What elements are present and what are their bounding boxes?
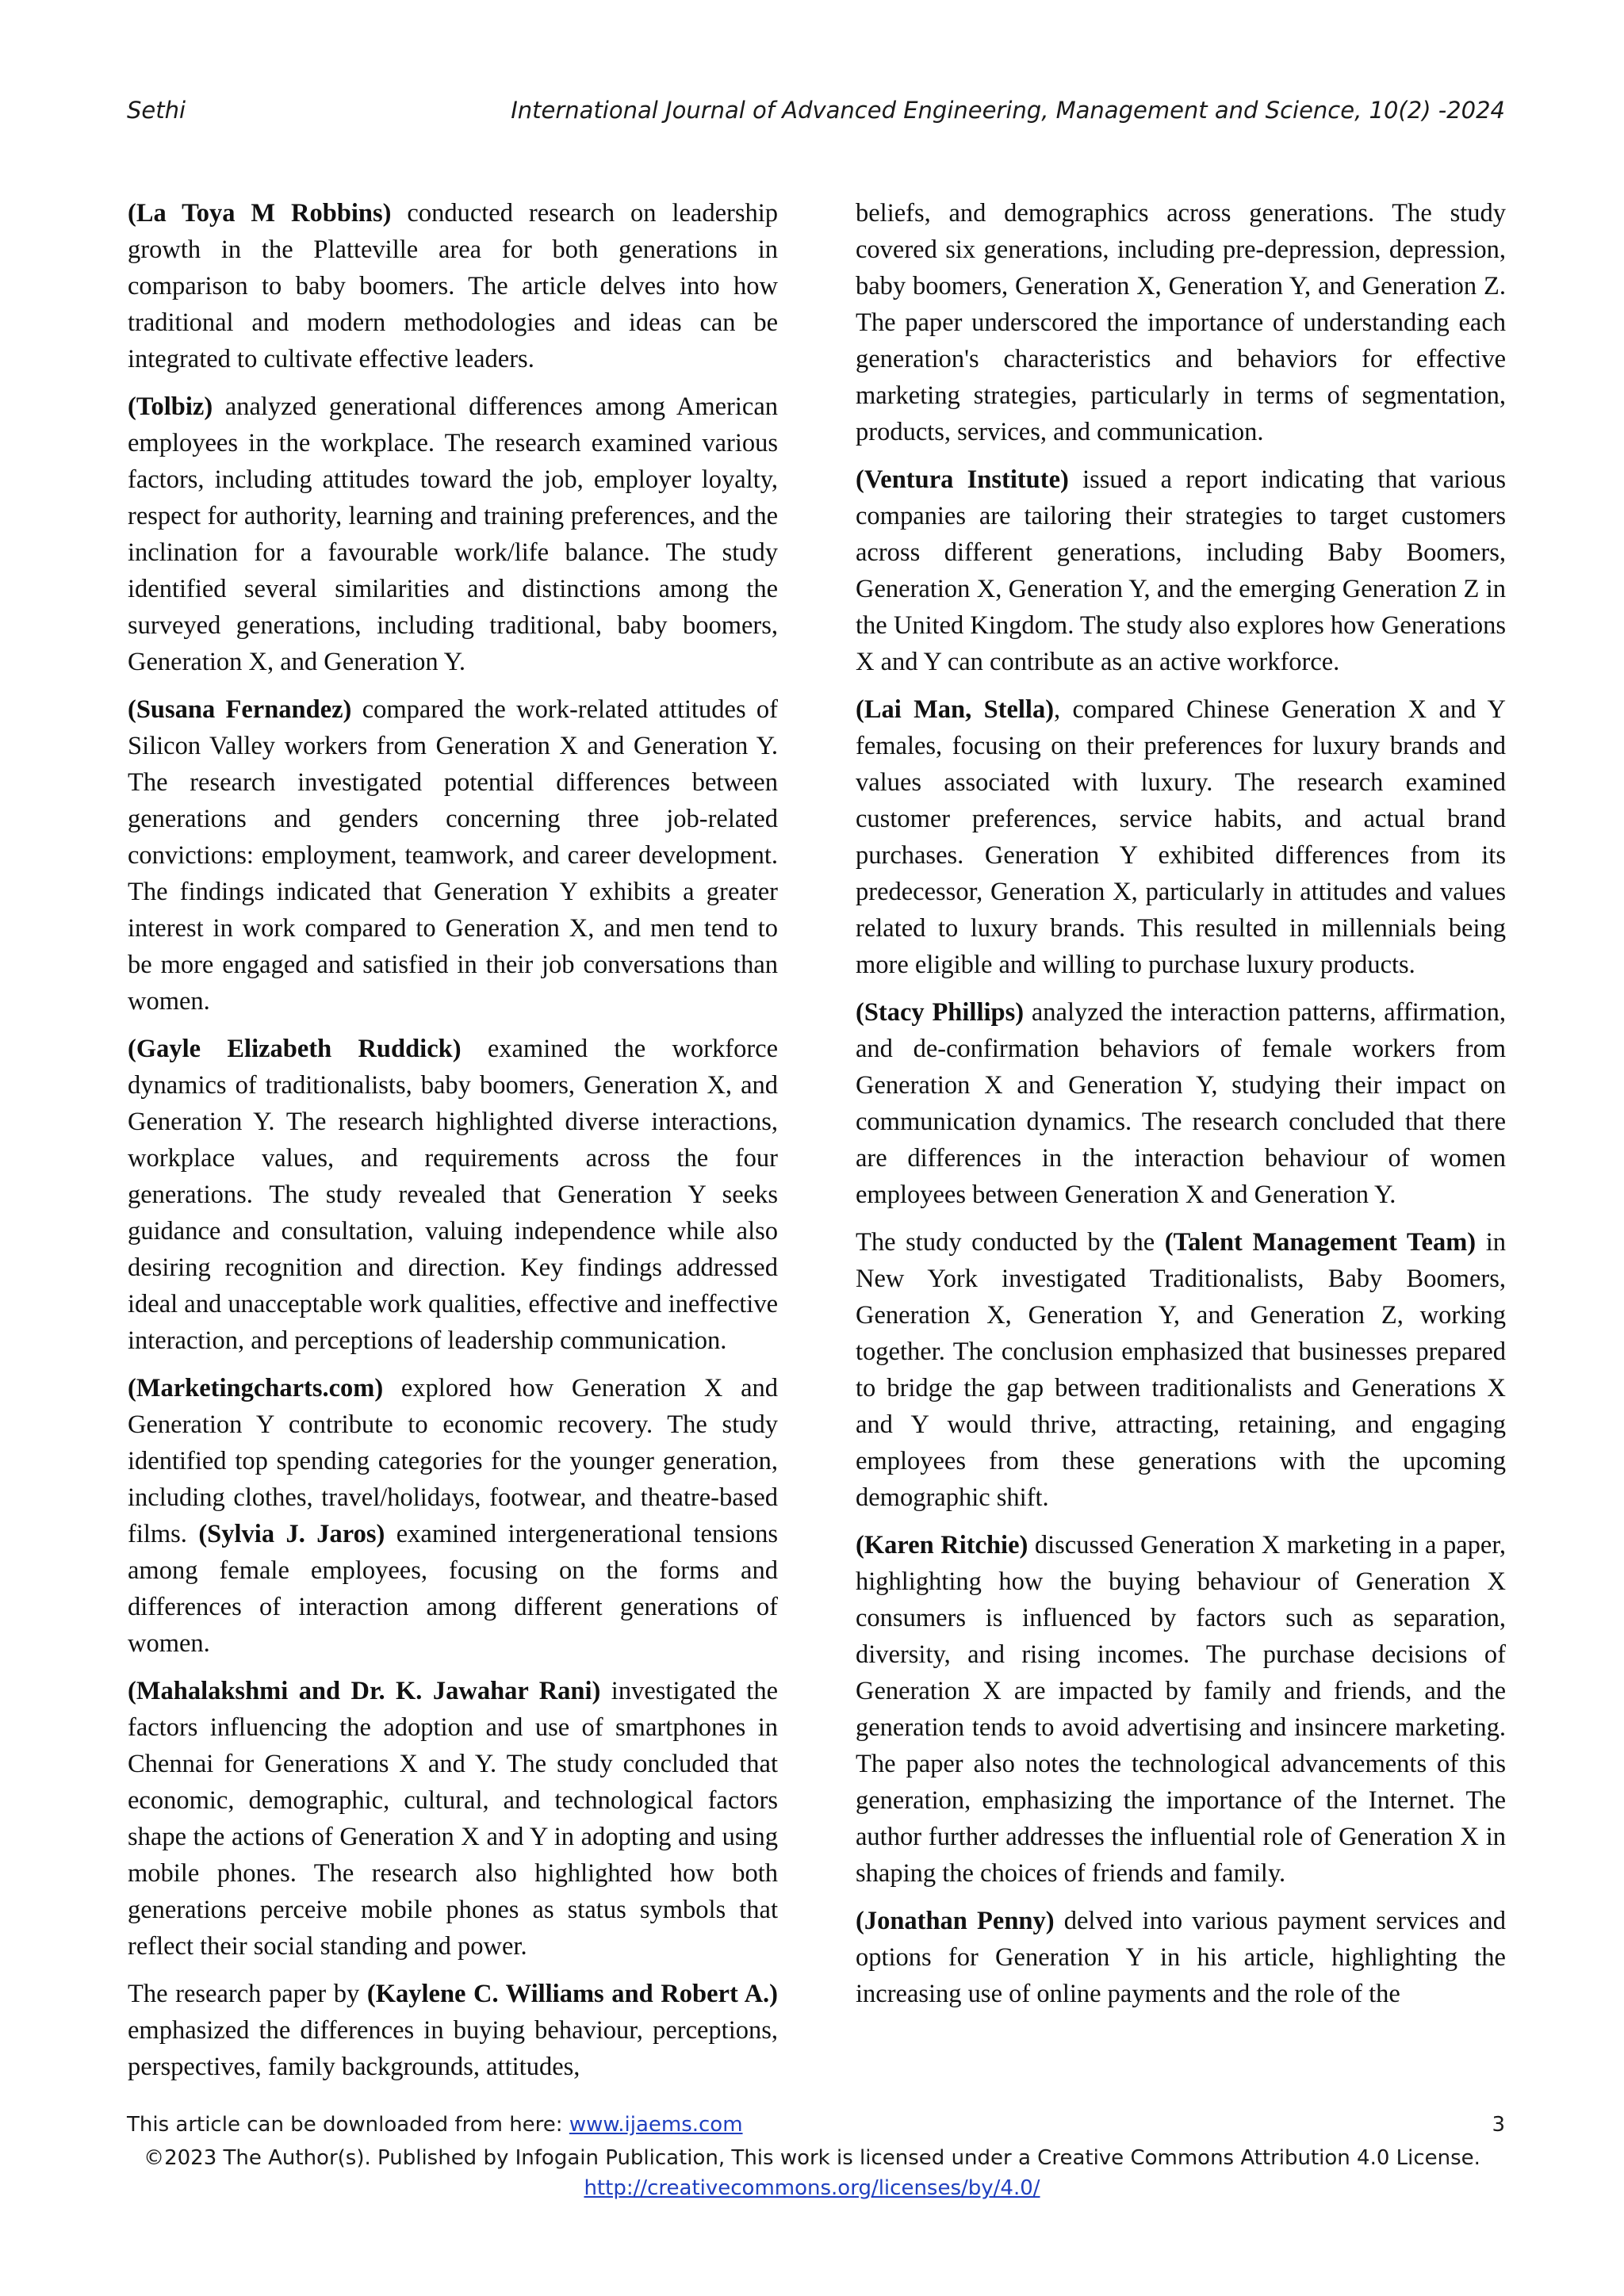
- citation-name: (Kaylene C. Williams and Robert A.): [366, 1980, 778, 2008]
- footer-download-line: [127, 2113, 1505, 2141]
- paragraph: (Stacy Phillips) analyzed the interaction patterns, affirmation, and de-confirmation behaviors of female workers from Generation X and Generation Y, studying their impact on communication dynamics. The research concluded that there are differences in the interaction behaviour of women employees between Generation X and Generation Y.: [856, 998, 1506, 1209]
- page-header: [127, 97, 1505, 132]
- citation-name: (Jonathan Penny): [856, 1907, 1055, 1935]
- paragraph: beliefs, and demographics across generations. The study covered six generations, including pre-depression, depression, baby boomers, Generation X, Generation Y, and Generation Z. The paper underscored the importance of understanding each generation's characteristics and behaviors for effective marketing strategies, particularly in terms of segmentation, products, services, and communication.: [856, 199, 1506, 446]
- paragraph: (Ventura Institute) issued a report indicating that various companies are tailoring their strategies to target customers across different generations, including Baby Boomers, Generation X, Generation Y, and the emerging Generation Z in the United Kingdom. The study also explores how Generations X and Y can contribute as an active workforce.: [856, 465, 1506, 676]
- paragraph: The research paper by (Kaylene C. Williams and Robert A.) emphasized the differences in buying behaviour, perceptions, perspectives, family backgrounds, attitudes,: [128, 1980, 778, 2081]
- license-notice: ©2023 The Author(s). Published by Infogain Publication, This work is licensed under a Creative Commons Attribution 4.0 License.: [144, 2146, 1480, 2170]
- citation-name: (Sylvia J. Jaros): [198, 1520, 385, 1548]
- header-author: Sethi: [127, 97, 186, 124]
- paragraph: (Jonathan Penny) delved into various payment services and options for Generation Y in his article, highlighting the increasing use of online payments and the role of the: [856, 1907, 1507, 2008]
- citation-name: (Lai Man, Stella): [856, 695, 1055, 724]
- citation-name: (La Toya M Robbins): [128, 199, 392, 228]
- citation-name: (Gayle Elizabeth Ruddick): [128, 1035, 462, 1063]
- page-number: 3: [1492, 2113, 1505, 2137]
- license-link[interactable]: http://creativecommons.org/licenses/by/4.0/: [584, 2176, 1040, 2200]
- paragraph: (Lai Man, Stella), compared Chinese Generation X and Y females, focusing on their preferences for luxury brands and values associated with luxury. The research examined customer preferences, service habits, and actual brand purchases. Generation Y exhibited differences from its predecessor, Generation X, particularly in attitudes and values related to luxury brands. This resulted in millennials being more eligible and willing to purchase luxury products.: [856, 695, 1507, 979]
- license-link-line: [0, 2176, 1624, 2200]
- citation-name: (Susana Fernandez): [128, 695, 352, 724]
- citation-name: (Ventura Institute): [856, 465, 1069, 494]
- citation-name: (Tolbiz): [128, 392, 213, 421]
- citation-name: (Marketingcharts.com): [128, 1374, 384, 1402]
- right-column: [856, 195, 1506, 2023]
- paragraph: (Susana Fernandez) compared the work-related attitudes of Silicon Valley workers from Generation X and Generation Y. The research investigated potential differences between generations and genders concerning three job-related convictions: employment, teamwork, and career development. The findings indicated that Generation Y exhibits a greater interest in work compared to Generation X, and men tend to be more engaged and satisfied in their job conversations than women.: [128, 695, 779, 1016]
- paragraph: (La Toya M Robbins) conducted research on leadership growth in the Platteville area for both generations in comparison to baby boomers. The article delves into how traditional and modern methodologies and ideas can be integrated to cultivate effective leaders.: [128, 199, 778, 373]
- download-text: This article can be downloaded from here:: [127, 2113, 569, 2137]
- citation-name: (Stacy Phillips): [856, 998, 1025, 1027]
- paragraph: (Marketingcharts.com) explored how Generation X and Generation Y contribute to economic recovery. The study identified top spending categories for the younger generation, including clothes, travel/holidays, footwear, and theatre-based films. (Sylvia J. Jaros) examined intergenerational tensions among female employees, focusing on the forms and differences of interaction among different generations of women.: [128, 1374, 779, 1658]
- paragraph: (Gayle Elizabeth Ruddick) examined the workforce dynamics of traditionalists, baby boomers, Generation X, and Generation Y. The research highlighted diverse interactions, workplace values, and requirements across the four generations. The study revealed that Generation Y seeks guidance and consultation, valuing independence while also desiring recognition and direction. Key findings addressed ideal and unacceptable work qualities, effective and ineffective interaction, and perceptions of leadership communication.: [128, 1035, 778, 1355]
- citation-name: (Karen Ritchie): [856, 1531, 1028, 1559]
- paragraph: (Karen Ritchie) discussed Generation X marketing in a paper, highlighting how the buying behaviour of Generation X consumers is influenced by factors such as separation, diversity, and rising incomes. The purchase decisions of Generation X are impacted by family and friends, and the generation tends to avoid advertising and insincere marketing. The paper also notes the technological advancements of this generation, emphasizing the importance of the Internet. The author further addresses the influential role of Generation X in shaping the choices of friends and family.: [856, 1531, 1507, 1888]
- header-journal-title: International Journal of Advanced Engineering, Management and Science, 10(2) -2024: [511, 97, 1505, 124]
- paragraph: (Tolbiz) analyzed generational differences among American employees in the workplace. The research examined various factors, including attitudes toward the job, employer loyalty, respect for authority, learning and training preferences, and the inclination for a favourable work/life balance. The study identified several similarities and distinctions among the surveyed generations, including traditional, baby boomers, Generation X, and Generation Y.: [128, 392, 778, 676]
- paragraph: (Mahalakshmi and Dr. K. Jawahar Rani) investigated the factors influencing the adoption and use of smartphones in Chennai for Generations X and Y. The study concluded that economic, demographic, cultural, and technological factors shape the actions of Generation X and Y in adopting and using mobile phones. The research also highlighted how both generations perceive mobile phones as status symbols that reflect their social standing and power.: [128, 1677, 778, 1961]
- journal-website-link[interactable]: www.ijaems.com: [569, 2113, 743, 2137]
- citation-name: (Mahalakshmi and Dr. K. Jawahar Rani): [128, 1677, 601, 1705]
- citation-name: (Talent Management Team): [1164, 1228, 1477, 1257]
- paragraph: The study conducted by the (Talent Management Team) in New York investigated Traditionalists, Baby Boomers, Generation X, Generation Y, and Generation Z, working together. The conclusion emphasized that businesses prepared to bridge the gap between traditionalists and Generations X and Y would thrive, attracting, retaining, and engaging employees from these generations with the upcoming demographic shift.: [856, 1228, 1506, 1512]
- left-column: [128, 195, 778, 2096]
